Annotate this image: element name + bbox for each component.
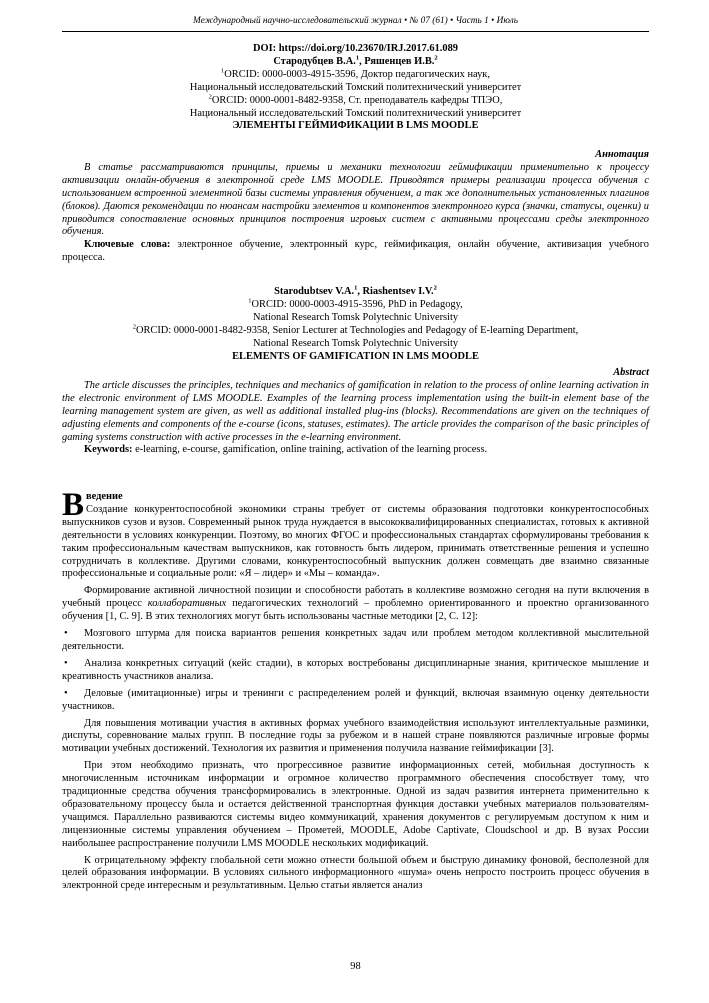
- ru-affiliation-1-org: Национальный исследовательский Томский политехнический университет: [189, 81, 522, 93]
- ru-abstract: В статье рассматриваются принципы, приемы и механики технологии геймификации применительно к процессу активизации онлайн-обучения в электронной среде LMS MOODLE. Приводятся примеры реализации процесса обучения с использованием встроенной элементной базы системы управления обучением, а так же дополнительных установленных плагинов (блоков). Даются рекомендации по нюансам настройки элементов и компонентов электронного курса (значки, статусы, оценки) и приводится сопоставление основных принципов построения игровых систем с активными процессами среды электронного обучения.: [62, 161, 649, 238]
- bullet-icon: •: [64, 657, 68, 669]
- intro-paragraph: Введение Создание конкурентоспособной экономики страны требует от системы образования подготовки конкурентоспособных выпускников сузов и вузов. Современный рынок труда нуждается в высококвалифицированных специалистах, готовых к активной деятельности в условиях конкуренции. Поэтому, во многих ФГОС и профессиональных стандартах сформулированы требования к таким профессиональным качествам выпускников, как готовность быть лидером, принимать ответственные решения и успешно сотрудничать в коллективе. Другими словами, конкурентоспособный выпускник должен совмещать две взаимно связанные профессиональные и социальные роли: «Я – лидер» и «Мы – команда».: [62, 487, 649, 580]
- body-paragraph: К отрицательному эффекту глобальной сети можно отнести большой объем и быструю динамику фоновой, бесполезной для целей образования информации. В условиях сильного информационного «шума» очень непросто построить процесс обучения в электронной среде интересным и результативным. Целью статьи является анализ: [62, 854, 649, 892]
- ru-abstract-label: Аннотация: [595, 149, 649, 160]
- dropcap: В: [62, 487, 85, 523]
- intro-heading: ведение: [86, 491, 123, 502]
- ru-abstract-block: [62, 149, 649, 265]
- bullet-icon: •: [64, 687, 68, 699]
- en-affiliation-1: $^1$ORCID: 0000-0003-4915-3596, PhD in Pedagogy,: [248, 297, 463, 310]
- en-abstract-block: [62, 367, 649, 457]
- bullet-item: • Деловые (имитационные) игры и тренинги с распределением ролей и функций, включая взаимную оценку деятельности участников.: [62, 687, 649, 712]
- en-abstract: The article discusses the principles, techniques and mechanics of gamification in relation to the process of online learning activation in the electronic environment of LMS MOODLE. Examples of the learning process implementation using the built-in element base of the learning management system are given, as well as additional installed plug-ins (blocks). Recommendations are given on the techniques of adjusting elements and components of the e-course (icons, statuses, estimates). The article provides the comparison of the basic principles of gaming systems construction with active processes in the e-learning environment.: [62, 379, 649, 443]
- en-authors: Starodubtsev V.A.$^1$, Riashentsev I.V.$^2$: [274, 284, 437, 297]
- doi[interactable]: DOI: https://doi.org/10.23670/IRJ.2017.61.089: [253, 43, 458, 54]
- ru-affiliation-2-org: Национальный исследовательский Томский политехнический университет: [189, 107, 522, 119]
- en-affiliation-1-org: National Research Tomsk Polytechnic University: [252, 311, 459, 323]
- page-number: 98: [350, 961, 361, 972]
- en-front-matter: [62, 286, 649, 363]
- bullet-item: • Мозгового штурма для поиска вариантов решения конкретных задач или проблем методом коллективной мыслительной деятельности.: [62, 628, 649, 652]
- ru-front-matter: [62, 43, 649, 133]
- ru-keywords: Ключевые слова: электронное обучение, электронный курс, геймификация, онлайн обучение, активизация учебного процесса.: [62, 239, 649, 264]
- body-paragraph: Формирование активной личностной позиции и способности работать в коллективе возможно сегодня на пути включения в учебный процесс коллаборативных педагогических технологий – проблемно ориентированного и проектно организованного обучения [1, С. 9]. В этих технологиях могут быть использованы частные методики [2, С. 12]:: [62, 585, 649, 623]
- ru-affiliation-2: $^2$ORCID: 0000-0001-8482-9358, Ст. преподаватель кафедры ТПЭО,: [208, 93, 503, 106]
- en-affiliation-2-org: National Research Tomsk Polytechnic University: [252, 337, 459, 349]
- bullet-icon: •: [64, 628, 68, 640]
- en-affiliation-2: $^2$ORCID: 0000-0001-8482-9358, Senior Lecturer at Technologies and Pedagogy of E-learning Department,: [132, 323, 579, 336]
- body-paragraph: Для повышения мотивации участия в активных формах учебного взаимодействия используют интеллектуальные разминки, диспуты, соревнование малых групп. В последние годы за рубежом и в нашей стране появляются различные игровые формы мотивации учебных достижений. Технология их развития и применения получила название геймификации [3].: [62, 717, 649, 755]
- body-paragraph: При этом необходимо признать, что прогрессивное развитие информационных сетей, мобильная доступность к многочисленным источникам информации и огромное количество программного обеспечения способствует тому, что традиционные средства обучения трансформировались в электронные. Одной из задач развития интернета применительно к образовательному процессу была и остается действенной транспортная функция доставки учебных материалов пользователям-учащимся. Параллельно развиваются системы видео коммуникаций, хранения документов с регулируемым доступом к ним и лицензионные системы управления обучением – Прометей, MOODLE, Adobe Captivate, Cloudschool и др. В вузах России наибольшее распространение получили LMS MOODLE нескольких модификаций.: [62, 760, 649, 849]
- ru-authors: Стародубцев В.А.$^1$, Ряшенцев И.В.$^2$: [273, 54, 438, 67]
- article-body: [62, 487, 649, 893]
- bullet-item: • Анализа конкретных ситуаций (кейс стадии), в которых востребованы дисциплинарные знания, критическое мышление и креативность участников анализа.: [62, 657, 649, 682]
- running-header: Международный научно-исследовательский журнал • № 07 (61) • Часть 1 • Июль: [193, 16, 518, 26]
- ru-affiliation-1: $^1$ORCID: 0000-0003-4915-3596, Доктор педагогических наук,: [221, 67, 490, 80]
- en-keywords: Keywords: e-learning, e-course, gamification, online training, activation of the learning process.: [84, 444, 488, 456]
- en-abstract-label: Abstract: [613, 367, 649, 378]
- ru-title: ЭЛЕМЕНТЫ ГЕЙМИФИКАЦИИ В LMS MOODLE: [232, 120, 479, 132]
- header-rule: [62, 31, 649, 32]
- en-title: ELEMENTS OF GAMIFICATION IN LMS MOODLE: [232, 350, 479, 362]
